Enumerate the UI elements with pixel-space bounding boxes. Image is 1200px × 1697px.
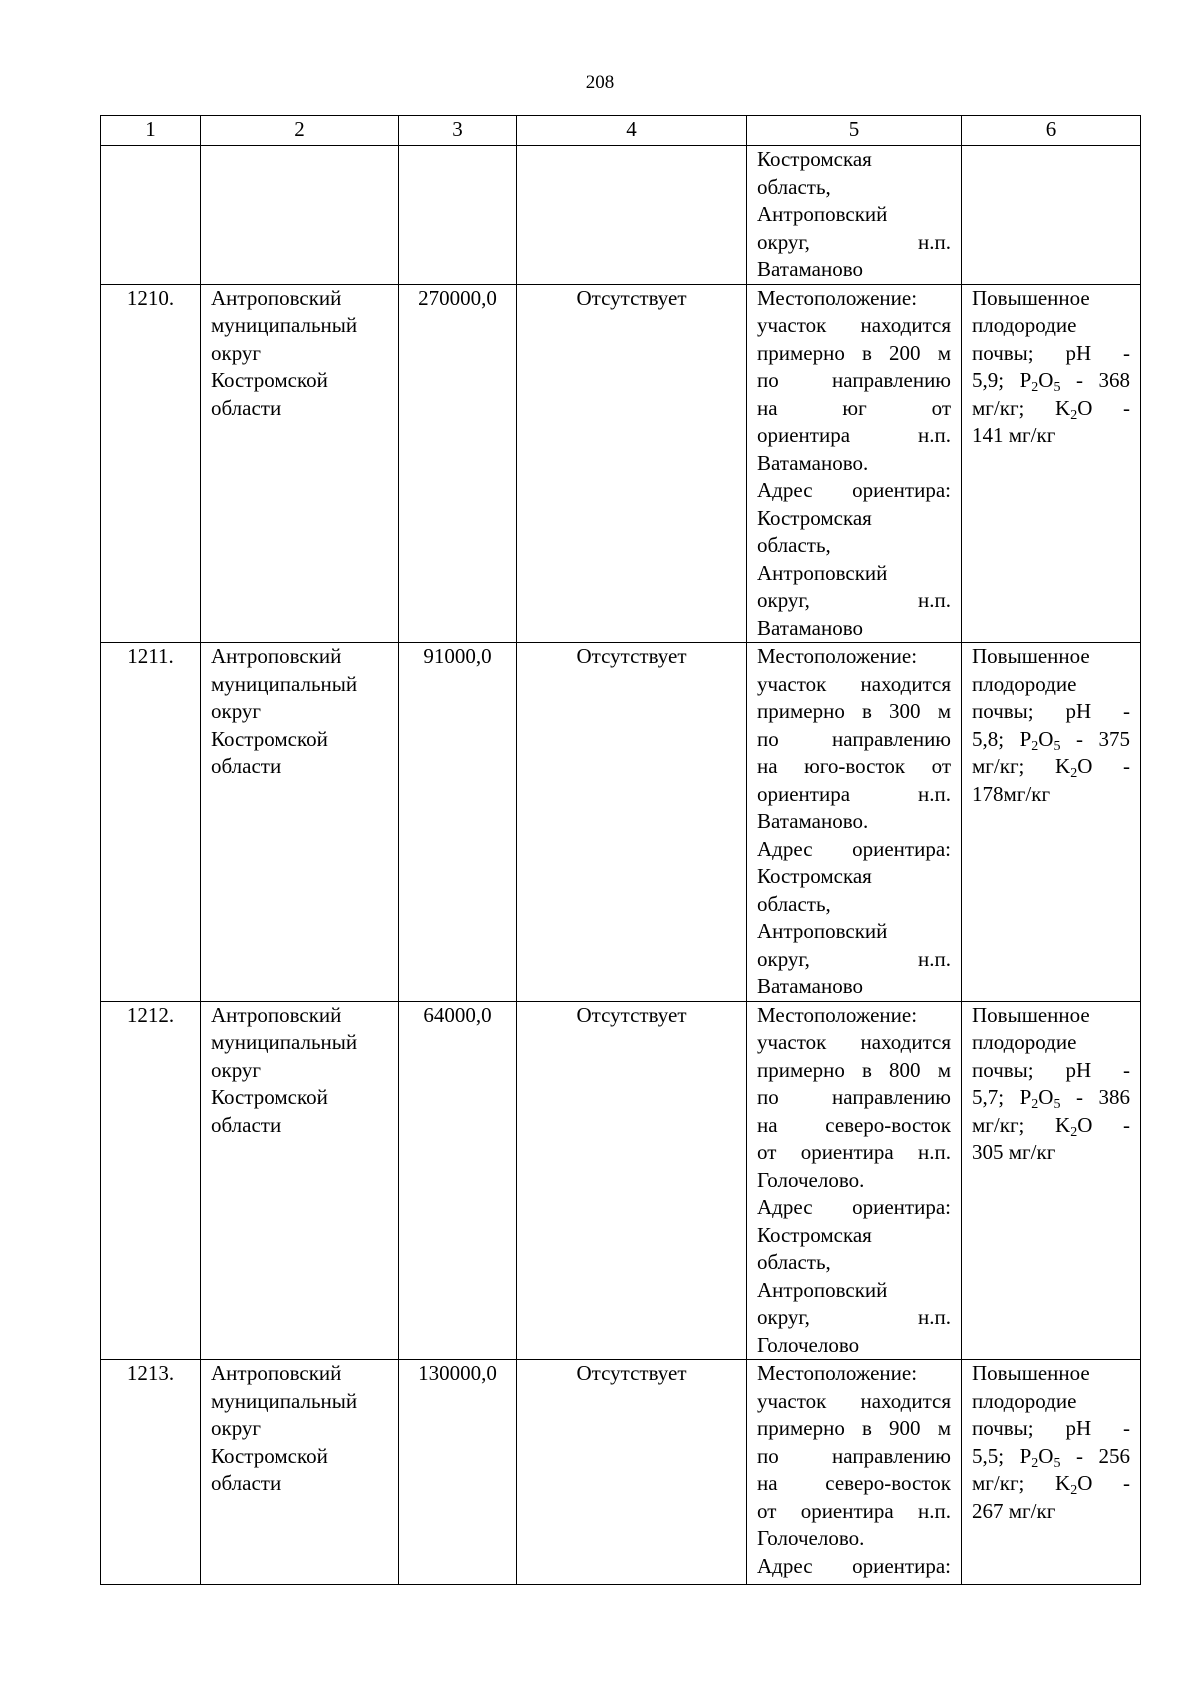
location-line: Костромская [757,1222,872,1247]
soil-cell [962,1001,1141,1360]
location-line: Ватаманово. [757,809,869,833]
area-cell: 64000,0 [399,1001,517,1360]
ph-value: 5,7; [972,1085,1005,1109]
soil-line: 5,7; $P_2O_5 - 386$ [972,1085,1130,1112]
soil-cell [962,1360,1141,1585]
soil-line: мг/кг; $K_2O$ - [972,1112,1130,1140]
soil-line: 5,8; $P_2O_5 - 375$ [972,726,1130,754]
location-line: по направлению [757,1085,951,1109]
owner-line: округ [211,1416,262,1440]
location-line: ориентира н.п. [757,423,951,447]
ph-value: 5,8; [972,726,1005,751]
ph-value: 5,9; [972,368,1005,392]
location-line: по направлению [757,368,951,392]
owner-line: области [211,754,282,778]
location-line: Ватаманово [757,974,864,998]
k2o-label: мг/кг; K [972,754,1071,778]
soil-line: Повышенное [972,644,1090,668]
soil-line: 178мг/кг [972,781,1051,806]
location-line: Адрес ориентира: [757,478,951,502]
soil-line: Повышенное [972,1002,1090,1027]
row-number: 1210. [101,284,201,643]
location-line: участок находится [757,1030,951,1054]
soil-line: плодородие [972,1030,1077,1054]
continued-row [101,146,1141,285]
column-number: 2 [201,116,399,146]
location-line: округ, н.п. [757,946,951,971]
location-line: от ориентира н.п. [757,1140,951,1164]
table-row [101,284,1141,643]
location-line: Ватаманово. [757,450,869,475]
owner-line: Костромской [211,1085,328,1109]
k2o-label: мг/кг; K [972,1112,1071,1137]
location-cell [747,146,962,285]
location-line: Антроповский [757,1277,888,1302]
location-line: участок находится [757,1388,951,1413]
owner-line: округ [211,340,262,365]
location-line: Адрес ориентира: [757,1195,951,1219]
owner-line: округ [211,699,262,723]
owner-line: области [211,1112,282,1137]
location-line: Местоположение: [757,1002,918,1027]
column-numbers-row [101,116,1141,146]
soil-line: плодородие [972,671,1077,696]
location-line: на северо-восток [757,1112,951,1137]
location-line: участок находится [757,671,951,696]
location-line: область, [757,1250,831,1274]
location-line: округ, н.п. [757,588,951,612]
row-number: 1212. [101,1001,201,1360]
p2o5-value: - 375 [1075,726,1130,751]
column-number: 1 [101,116,201,146]
owner-cell [201,643,399,1002]
empty-cell [201,146,399,285]
soil-line: Повышенное [972,285,1090,310]
location-line: область, [757,174,831,199]
area-cell: 130000,0 [399,1360,517,1585]
location-line: на северо-восток [757,1471,951,1495]
location-cell [747,1001,962,1360]
location-line: округ, н.п. [757,229,951,254]
soil-cell [962,284,1141,643]
p2o5-value: - 386 [1075,1085,1130,1109]
cadastral-cell: Отсутствует [517,643,747,1002]
cadastral-cell: Отсутствует [517,1001,747,1360]
owner-line: Антроповский [211,644,342,668]
column-number: 6 [962,116,1141,146]
location-line: примерно в 200 м [757,340,951,365]
cadastral-cell: Отсутствует [517,1360,747,1585]
soil-line: плодородие [972,313,1077,337]
location-line: Антроповский [757,919,888,943]
location-line: Костромская [757,147,872,171]
location-line: область, [757,533,831,557]
soil-line: 267 мг/кг [972,1498,1056,1523]
location-line: Голочелово. [757,1526,865,1550]
owner-line: Антроповский [211,1002,342,1027]
location-line: от ориентира н.п. [757,1498,951,1523]
k2o-label: мг/кг; K [972,395,1071,420]
owner-line: области [211,395,282,420]
location-line: область, [757,891,831,916]
location-line: Адрес ориентира: [757,1553,951,1578]
soil-line: 5,5; $P_2O_5 - 256$ [972,1443,1130,1471]
owner-line: муниципальный [211,1030,358,1054]
location-line: участок находится [757,313,951,337]
location-line: Костромская [757,864,872,888]
location-line: Местоположение: [757,644,918,668]
owner-cell [201,284,399,643]
owner-line: Костромской [211,726,328,751]
owner-line: муниципальный [211,671,358,696]
soil-line: почвы; pH - [972,340,1130,365]
soil-line: Повышенное [972,1361,1090,1385]
location-line: Антроповский [757,560,888,585]
owner-line: Антроповский [211,1361,342,1385]
column-number: 4 [517,116,747,146]
empty-cell [517,146,747,285]
ph-value: 5,5; [972,1443,1005,1468]
location-line: примерно в 900 м [757,1416,951,1440]
page-number: 208 [585,72,615,93]
owner-line: Костромской [211,368,328,392]
area-cell: 91000,0 [399,643,517,1002]
location-line: на юго-восток от [757,754,951,778]
owner-line: муниципальный [211,1388,358,1413]
location-line: Антроповский [757,202,888,226]
location-line: примерно в 800 м [757,1057,951,1082]
location-line: Адрес ориентира: [757,836,951,861]
location-line: Голочелово [757,1332,860,1357]
soil-line: почвы; pH - [972,1416,1130,1440]
land-plots-table [100,115,1141,1585]
owner-line: Костромской [211,1443,328,1468]
soil-line: мг/кг; $K_2O$ - [972,395,1130,423]
soil-line: мг/кг; $K_2O$ - [972,1471,1130,1498]
k2o-suffix: O - [1077,1112,1130,1137]
k2o-label: мг/кг; K [972,1471,1071,1495]
empty-cell [962,146,1141,285]
row-number: 1211. [101,643,201,1002]
owner-cell [201,1360,399,1585]
k2o-suffix: O - [1077,395,1130,420]
location-line: Местоположение: [757,285,918,310]
empty-cell [399,146,517,285]
location-cell [747,643,962,1002]
soil-line: 5,9; $P_2O_5 - 368$ [972,368,1130,395]
location-line: округ, н.п. [757,1305,951,1329]
location-line: по направлению [757,1443,951,1468]
location-cell [747,1360,962,1585]
area-cell: 270000,0 [399,284,517,643]
p2o5-value: - 256 [1075,1443,1130,1468]
location-line: Ватаманово [757,615,864,640]
soil-cell [962,643,1141,1002]
location-line: на юг от [757,395,951,420]
table-row [101,643,1141,1002]
column-number: 3 [399,116,517,146]
location-line: Костромская [757,505,872,530]
owner-cell [201,1001,399,1360]
table-row [101,1001,1141,1360]
column-number: 5 [747,116,962,146]
location-line: Местоположение: [757,1361,918,1385]
location-line: Ватаманово [757,257,864,281]
soil-line: 305 мг/кг [972,1140,1056,1164]
location-line: ориентира н.п. [757,781,951,806]
location-cell [747,284,962,643]
row-number: 1213. [101,1360,201,1585]
owner-line: округ [211,1057,262,1082]
soil-line: плодородие [972,1388,1077,1413]
owner-line: муниципальный [211,313,358,337]
soil-line: 141 мг/кг [972,423,1056,447]
owner-line: области [211,1471,282,1495]
location-line: примерно в 300 м [757,699,951,723]
p2o5-value: - 368 [1075,368,1130,392]
k2o-suffix: O - [1077,1471,1130,1495]
location-line: Голочелово. [757,1167,865,1192]
empty-cell [101,146,201,285]
cadastral-cell: Отсутствует [517,284,747,643]
location-line: по направлению [757,726,951,751]
soil-line: почвы; pH - [972,699,1130,723]
table-row [101,1360,1141,1585]
soil-line: почвы; pH - [972,1057,1130,1082]
owner-line: Антроповский [211,285,342,310]
soil-line: мг/кг; $K_2O$ - [972,754,1130,781]
k2o-suffix: O - [1077,754,1130,778]
